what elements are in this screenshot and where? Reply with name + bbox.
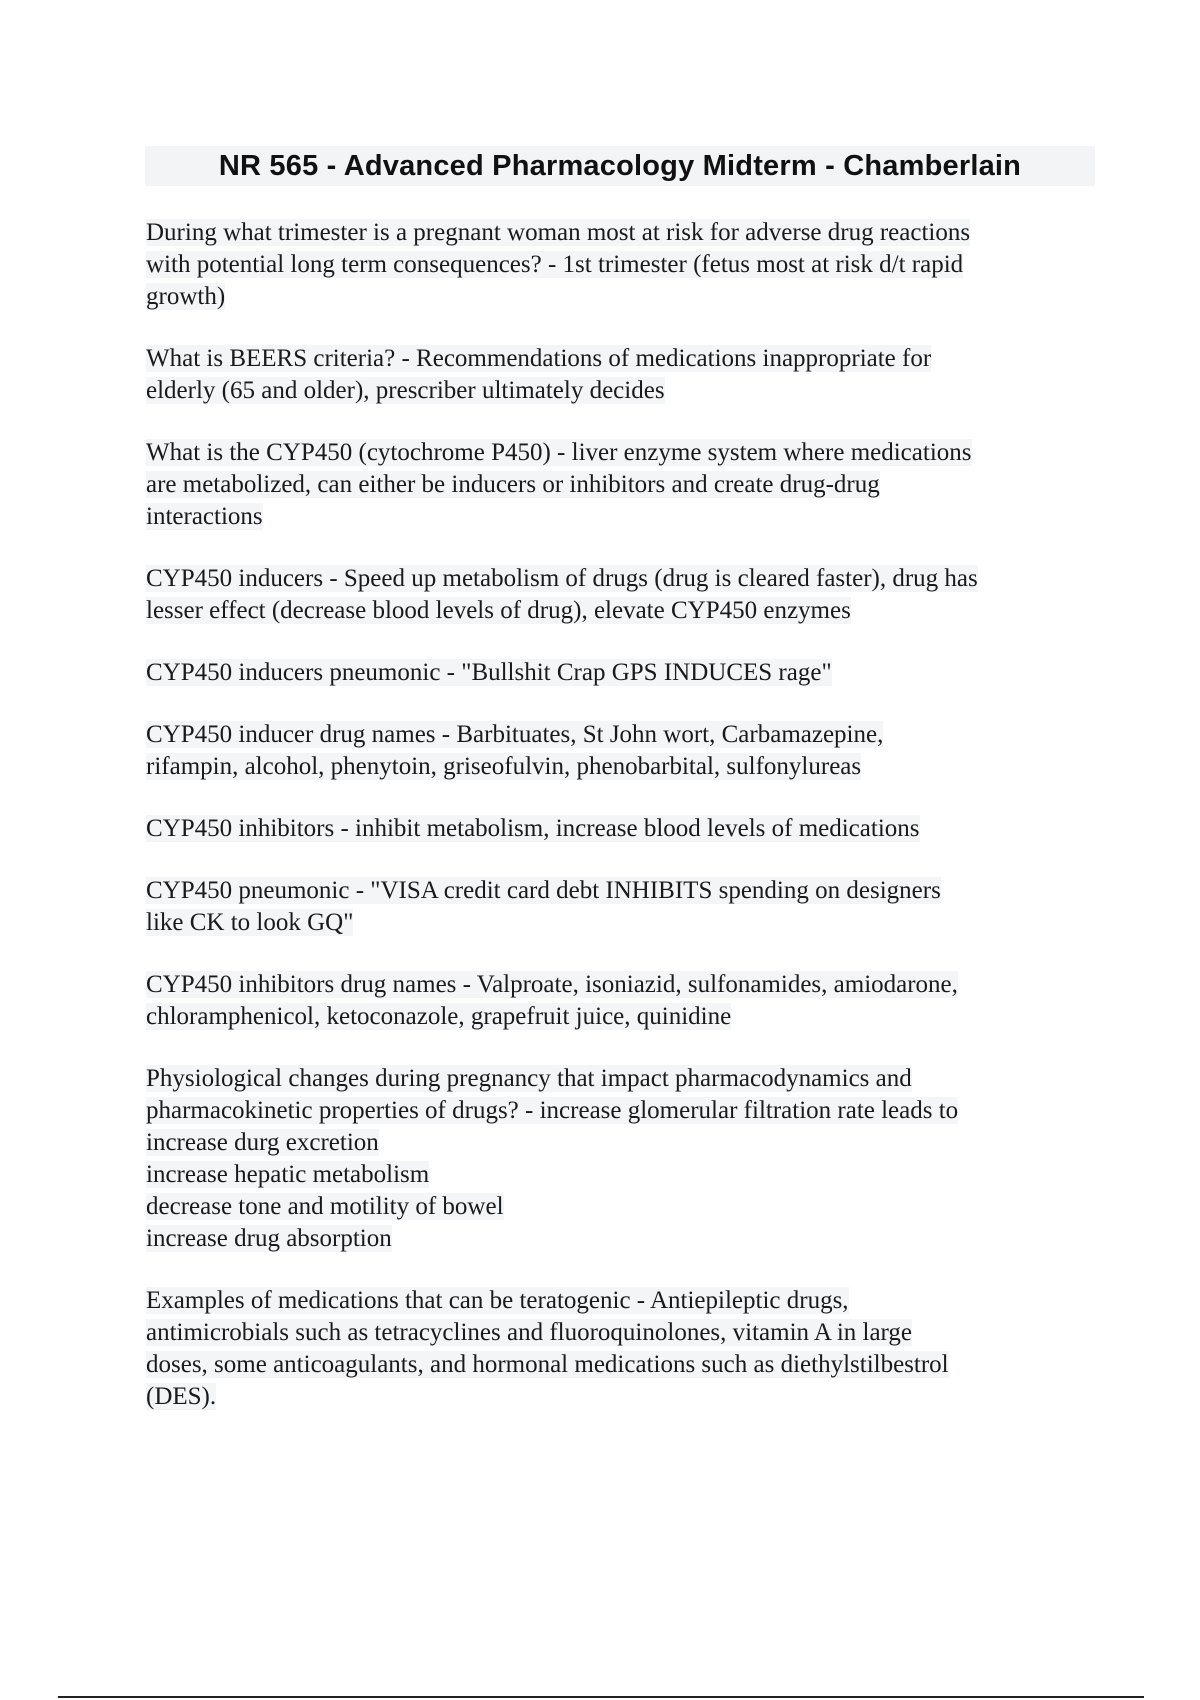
entry-line	[146, 469, 1096, 501]
entry-line-text: rifampin, alcohol, phenytoin, griseofulvin, phenobarbital, sulfonylureas	[146, 753, 862, 780]
entry-line-text: pharmacokinetic properties of drugs? - increase glomerular filtration rate leads to	[146, 1097, 959, 1124]
flashcard-entry	[146, 217, 1096, 313]
entry-line	[146, 249, 1096, 281]
flashcard-entry	[146, 657, 1096, 689]
entry-line	[146, 343, 1096, 375]
entry-line	[146, 719, 1096, 751]
entry-line-text: What is BEERS criteria? - Recommendations of medications inappropriate for	[146, 345, 932, 372]
entry-line-text: like CK to look GQ"	[146, 909, 354, 936]
entry-line-text: CYP450 pneumonic - "VISA credit card debt INHIBITS spending on designers	[146, 877, 941, 904]
entry-line-text: CYP450 inducers - Speed up metabolism of drugs (drug is cleared faster), drug has	[146, 565, 978, 592]
footer-divider	[58, 1696, 1144, 1698]
entry-line	[146, 1001, 1096, 1033]
flashcard-entry	[146, 343, 1096, 407]
entry-line	[146, 1223, 1096, 1255]
entry-line	[146, 1191, 1096, 1223]
entry-line	[146, 375, 1096, 407]
entry-line-text: interactions	[146, 503, 263, 530]
entry-line	[146, 969, 1096, 1001]
entry-line-text: During what trimester is a pregnant woman most at risk for adverse drug reactions	[146, 219, 971, 246]
entry-line	[146, 217, 1096, 249]
flashcard-list	[146, 217, 1096, 1443]
entry-line-text: (DES).	[146, 1383, 217, 1410]
flashcard-entry	[146, 813, 1096, 845]
entry-line	[146, 907, 1096, 939]
entry-line	[146, 1159, 1096, 1191]
flashcard-entry	[146, 563, 1096, 627]
entry-line	[146, 595, 1096, 627]
entry-line	[146, 1317, 1096, 1349]
flashcard-entry	[146, 719, 1096, 783]
entry-line	[146, 563, 1096, 595]
entry-line-text: antimicrobials such as tetracyclines and fluoroquinolones, vitamin A in large	[146, 1319, 913, 1346]
flashcard-entry	[146, 969, 1096, 1033]
entry-line-text: CYP450 inhibitors - inhibit metabolism, increase blood levels of medications	[146, 815, 920, 842]
flashcard-entry	[146, 1285, 1096, 1413]
entry-line-text: increase durg excretion	[146, 1129, 379, 1156]
document-title: NR 565 - Advanced Pharmacology Midterm - Chamberlain	[218, 149, 1022, 182]
entry-line	[146, 751, 1096, 783]
entry-line	[146, 437, 1096, 469]
entry-line	[146, 1063, 1096, 1095]
entry-line	[146, 813, 1096, 845]
entry-line-text: increase drug absorption	[146, 1225, 392, 1252]
entry-line-text: with potential long term consequences? - 1st trimester (fetus most at risk d/t rapid	[146, 251, 964, 278]
entry-line-text: are metabolized, can either be inducers or inhibitors and create drug-drug	[146, 471, 880, 498]
entry-line-text: Physiological changes during pregnancy that impact pharmacodynamics and	[146, 1065, 912, 1092]
flashcard-entry	[146, 437, 1096, 533]
entry-line-text: decrease tone and motility of bowel	[146, 1193, 504, 1220]
entry-line	[146, 501, 1096, 533]
entry-line-text: growth)	[146, 283, 226, 310]
entry-line	[146, 1095, 1096, 1127]
flashcard-entry	[146, 875, 1096, 939]
entry-line-text: CYP450 inducer drug names - Barbituates, St John wort, Carbamazepine,	[146, 721, 884, 748]
entry-line	[146, 281, 1096, 313]
flashcard-entry	[146, 1063, 1096, 1255]
entry-line	[146, 657, 1096, 689]
entry-line	[146, 1349, 1096, 1381]
entry-line-text: lesser effect (decrease blood levels of drug), elevate CYP450 enzymes	[146, 597, 851, 624]
entry-line-text: CYP450 inhibitors drug names - Valproate, isoniazid, sulfonamides, amiodarone,	[146, 971, 958, 998]
entry-line	[146, 1285, 1096, 1317]
entry-line-text: increase hepatic metabolism	[146, 1161, 430, 1188]
entry-line	[146, 875, 1096, 907]
title-banner	[145, 146, 1095, 186]
entry-line-text: doses, some anticoagulants, and hormonal medications such as diethylstilbestrol	[146, 1351, 949, 1378]
entry-line	[146, 1127, 1096, 1159]
entry-line-text: What is the CYP450 (cytochrome P450) - liver enzyme system where medications	[146, 439, 972, 466]
entry-line-text: Examples of medications that can be teratogenic - Antiepileptic drugs,	[146, 1287, 849, 1314]
entry-line-text: CYP450 inducers pneumonic - "Bullshit Crap GPS INDUCES rage"	[146, 659, 832, 686]
entry-line	[146, 1381, 1096, 1413]
entry-line-text: chloramphenicol, ketoconazole, grapefruit juice, quinidine	[146, 1003, 732, 1030]
entry-line-text: elderly (65 and older), prescriber ultimately decides	[146, 377, 665, 404]
